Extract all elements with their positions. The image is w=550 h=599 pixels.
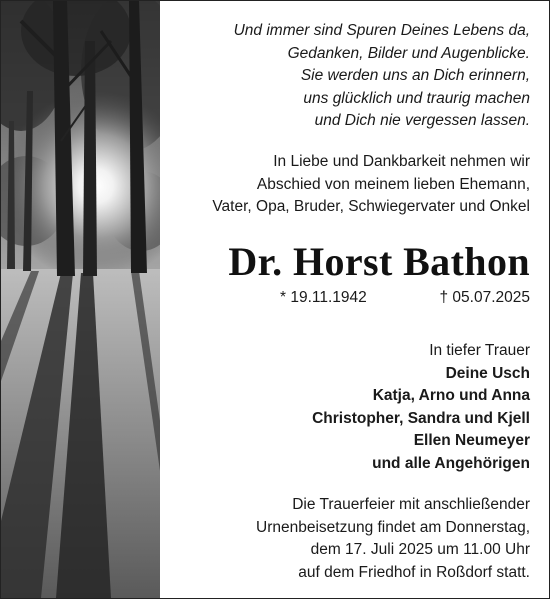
farewell-line: Vater, Opa, Bruder, Schwiegervater und Onkel — [212, 198, 530, 216]
funeral-service-info — [256, 494, 530, 584]
park-trees-image — [1, 1, 160, 598]
poem-line: und Dich nie vergessen lassen. — [314, 112, 530, 130]
service-line: auf dem Friedhof in Roßdorf statt. — [298, 563, 530, 581]
service-line: Urnenbeisetzung findet am Donnerstag, — [256, 518, 530, 536]
mourner-name: Ellen Neumeyer — [413, 432, 530, 450]
farewell-line: In Liebe und Dankbarkeit nehmen wir — [273, 153, 530, 170]
farewell-statement — [212, 151, 530, 219]
poem-line: uns glücklich und traurig machen — [303, 89, 530, 107]
poem-line: Und immer sind Spuren Deines Lebens da, — [233, 22, 530, 39]
birth-date: * 19.11.1942 — [280, 289, 367, 306]
poem-line: Sie werden uns an Dich erinnern, — [300, 67, 530, 85]
memorial-poem — [234, 20, 530, 133]
mourner-name: Deine Usch — [445, 364, 530, 382]
mourner-name: Christopher, Sandra und Kjell — [312, 409, 530, 427]
death-date: † 05.07.2025 — [439, 289, 530, 306]
deceased-name: Dr. Horst Bathon — [228, 239, 530, 284]
trees-photo — [1, 1, 160, 598]
mourner-name: Katja, Arno und Anna — [372, 387, 530, 405]
farewell-line: Abschied von meinem lieben Ehemann, — [256, 175, 530, 193]
mourner-name: und alle Angehörigen — [372, 454, 530, 472]
poem-line: Gedanken, Bilder und Augenblicke. — [287, 44, 530, 62]
service-line: dem 17. Juli 2025 um 11.00 Uhr — [310, 541, 530, 559]
mourners-list — [312, 340, 530, 476]
mourning-intro: In tiefer Trauer — [429, 342, 530, 359]
notice-text — [169, 1, 532, 598]
service-line: Die Trauerfeier mit anschließender — [292, 496, 530, 513]
